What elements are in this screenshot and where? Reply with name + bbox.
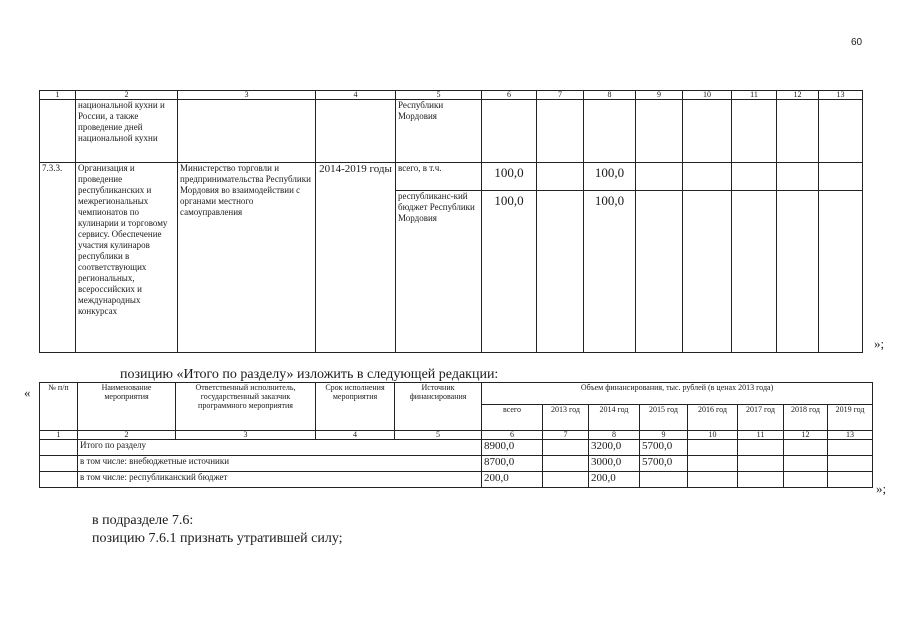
col-num: 13 [828, 431, 873, 440]
header-year: 2016 год [688, 405, 738, 431]
col-num: 7 [543, 431, 589, 440]
measure-name-cell: Организация и проведение республиканских и межрегиональных чемпионатов по кулинарии и торговому сервису. Обеспечение участия кулинаров республики в соответствующих региональных, всероссийских и международных конкурсах [76, 163, 178, 353]
table-row [40, 456, 873, 472]
col-num: 11 [732, 91, 777, 100]
header-funding: Объем финансирования, тыс. рублей (в ценах 2013 года) [482, 383, 873, 405]
col-num: 7 [537, 91, 584, 100]
total-cell: 100,0 [482, 163, 537, 191]
source-cell: всего, в т.ч. [396, 163, 482, 191]
year-2014-cell: 100,0 [584, 163, 636, 191]
source-cell: республиканс-кий бюджет Республики Мордовия [396, 191, 482, 353]
col-num: 4 [316, 431, 395, 440]
col-num: 1 [40, 431, 78, 440]
source-cell: Республики Мордовия [396, 100, 482, 163]
col-num: 13 [819, 91, 863, 100]
executor-cell: Министерство торговли и предпринимательства Республики Мордовия во взаимодействии с органами местного самоуправления [178, 163, 316, 353]
col-num: 9 [636, 91, 683, 100]
header-source: Источник финансирования [395, 383, 482, 431]
header-year: 2017 год [738, 405, 784, 431]
header-total: всего [482, 405, 543, 431]
col-num: 6 [482, 431, 543, 440]
row-label: в том числе: республиканский бюджет [78, 472, 482, 488]
col-num: 10 [683, 91, 732, 100]
table-row [40, 472, 873, 488]
year-2015-cell: 5700,0 [640, 456, 688, 472]
col-num: 5 [396, 91, 482, 100]
closing-quote-mark: »; [874, 336, 885, 351]
period-cell: 2014-2019 годы [316, 163, 396, 353]
header-year: 2013 год [543, 405, 589, 431]
item-number-cell: 7.3.3. [40, 163, 76, 353]
closing-quote-mark: »; [876, 481, 887, 496]
col-num: 9 [640, 431, 688, 440]
instruction-text: в подразделе 7.6: [92, 513, 194, 528]
measure-name-cell: национальной кухни и России, а также проведение дней национальной кухни [76, 100, 178, 163]
col-num: 8 [589, 431, 640, 440]
col-num: 8 [584, 91, 636, 100]
year-2014-cell: 3200,0 [589, 440, 640, 456]
col-num: 4 [316, 91, 396, 100]
col-num: 12 [777, 91, 819, 100]
year-2014-cell: 100,0 [584, 191, 636, 353]
col-num: 12 [784, 431, 828, 440]
year-2013-cell [543, 472, 589, 488]
year-2015-cell: 5700,0 [640, 440, 688, 456]
col-num: 3 [176, 431, 316, 440]
column-number-row [40, 431, 873, 440]
year-2015-cell [640, 472, 688, 488]
total-cell: 100,0 [482, 191, 537, 353]
col-num: 2 [76, 91, 178, 100]
year-2014-cell: 3000,0 [589, 456, 640, 472]
instruction-text: позицию 7.6.1 признать утратившей силу; [92, 531, 343, 546]
row-label: Итого по разделу [78, 440, 482, 456]
program-table-continuation [39, 90, 863, 353]
year-2013-cell [543, 456, 589, 472]
total-cell: 200,0 [482, 472, 543, 488]
col-num: 5 [395, 431, 482, 440]
total-cell: 8900,0 [482, 440, 543, 456]
header-name: Наименование мероприятия [78, 383, 176, 431]
header-year: 2014 год [589, 405, 640, 431]
header-year: 2015 год [640, 405, 688, 431]
col-num: 10 [688, 431, 738, 440]
header-row [40, 383, 873, 405]
col-num: 2 [78, 431, 176, 440]
table-row [40, 440, 873, 456]
year-2013-cell [543, 440, 589, 456]
year-2014-cell: 200,0 [589, 472, 640, 488]
row-label: в том числе: внебюджетные источники [78, 456, 482, 472]
total-cell: 8700,0 [482, 456, 543, 472]
table-row [40, 163, 863, 191]
col-num: 6 [482, 91, 537, 100]
page-number: 60 [851, 37, 863, 48]
table-row [40, 100, 863, 163]
instruction-text: позицию «Итого по разделу» изложить в следующей редакции: [120, 367, 499, 382]
header-period: Срок исполнения мероприятия [316, 383, 395, 431]
column-number-row [40, 91, 863, 100]
header-year: 2018 год [784, 405, 828, 431]
col-num: 11 [738, 431, 784, 440]
col-num: 1 [40, 91, 76, 100]
header-year: 2019 год [828, 405, 873, 431]
header-executor: Ответственный исполнитель, государственный заказчик программного мероприятия [176, 383, 316, 431]
section-total-table [39, 382, 873, 488]
col-num: 3 [178, 91, 316, 100]
opening-quote-mark: « [24, 385, 31, 400]
header-number: № п/п [40, 383, 78, 431]
